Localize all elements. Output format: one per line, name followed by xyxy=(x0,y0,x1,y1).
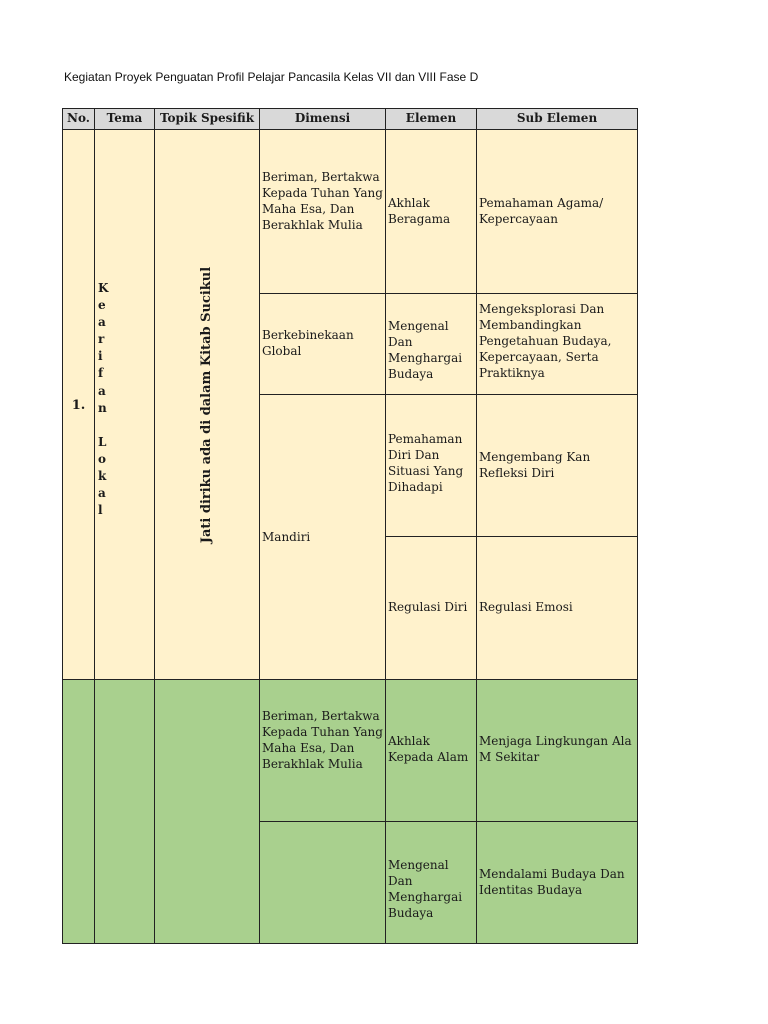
group1-subelemen-1: Pemahaman Agama/ Kepercayaan xyxy=(476,129,638,294)
group1-dimensi-3: Mandiri xyxy=(259,394,386,680)
group1-number: 1. xyxy=(71,398,86,413)
group1-tema-vertical: K e a r i f a n L o k a l xyxy=(98,281,109,518)
group1-elemen-3: Pemahaman Diri Dan Situasi Yang Dihadapi xyxy=(385,394,477,537)
document-title: Kegiatan Proyek Penguatan Profil Pelajar Pancasila Kelas VII dan VIII Fase D xyxy=(64,70,479,84)
group1-elemen-4: Regulasi Diri xyxy=(385,536,477,680)
group1-dimensi-2: Berkebinekaan Global xyxy=(259,293,386,395)
group2-no-cell xyxy=(62,679,95,944)
group1-elemen-2: Mengenal Dan Menghargai Budaya xyxy=(385,293,477,395)
header-sub-elemen: Sub Elemen xyxy=(476,108,638,130)
group1-topik-rotated: Jati diriku ada di dalam Kitab Sucikul xyxy=(199,266,214,543)
header-no: No. xyxy=(62,108,95,130)
group1-no-cell xyxy=(62,129,95,680)
group1-subelemen-2: Mengeksplorasi Dan Membandingkan Pengetahuan Budaya, Kepercayaan, Serta Praktiknya xyxy=(476,293,638,395)
group1-topik-cell xyxy=(154,129,260,680)
group2-tema-cell xyxy=(94,679,155,944)
group1-tema-cell xyxy=(94,129,155,680)
group1-dimensi-1: Beriman, Bertakwa Kepada Tuhan Yang Maha Esa, Dan Berakhlak Mulia xyxy=(259,129,386,294)
group1-elemen-1: Akhlak Beragama xyxy=(385,129,477,294)
header-dimensi: Dimensi xyxy=(259,108,386,130)
group2-dimensi-1: Beriman, Bertakwa Kepada Tuhan Yang Maha Esa, Dan Berakhlak Mulia xyxy=(259,679,386,822)
group2-elemen-1: Akhlak Kepada Alam xyxy=(385,679,477,822)
group2-topik-cell xyxy=(154,679,260,944)
header-tema: Tema xyxy=(94,108,155,130)
group2-subelemen-1: Menjaga Lingkungan Ala M Sekitar xyxy=(476,679,638,822)
group2-dimensi-2 xyxy=(259,821,386,944)
group1-subelemen-4: Regulasi Emosi xyxy=(476,536,638,680)
group1-subelemen-3: Mengembang Kan Refleksi Diri xyxy=(476,394,638,537)
header-elemen: Elemen xyxy=(385,108,477,130)
group2-elemen-2: Mengenal Dan Menghargai Budaya xyxy=(385,821,477,944)
header-topik-spesifik: Topik Spesifik xyxy=(154,108,260,130)
group2-subelemen-2: Mendalami Budaya Dan Identitas Budaya xyxy=(476,821,638,944)
